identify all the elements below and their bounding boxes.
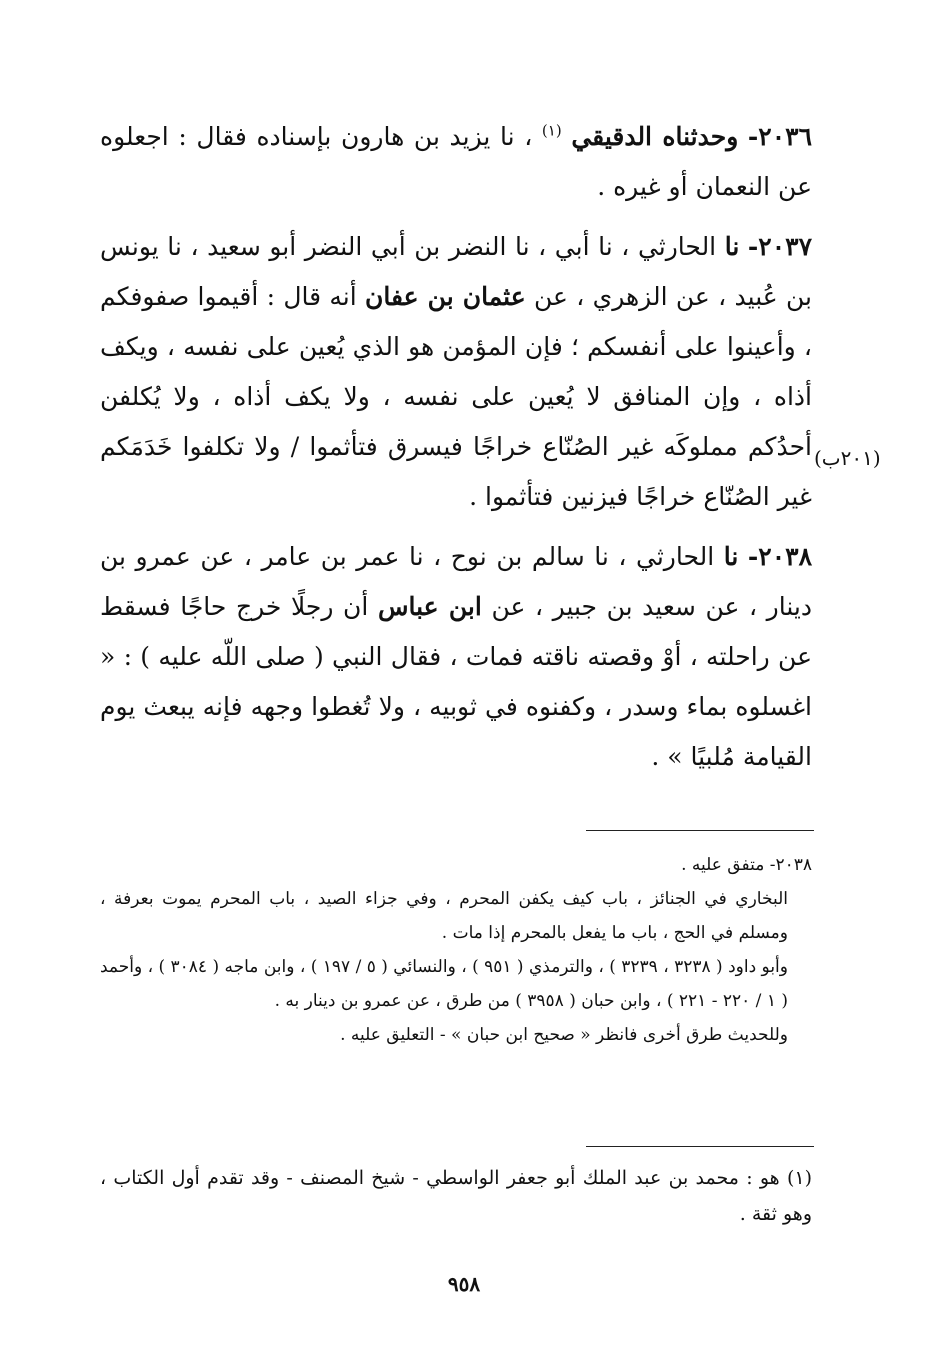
hadith-2037 <box>100 222 812 522</box>
footnote-marker: (١) <box>541 121 562 140</box>
hadith-text: ، نا يزيد بن هارون بإسناده فقال : اجعلوه عن النعمان أو غيره . <box>100 122 812 201</box>
hadith-opener: نا <box>724 232 740 261</box>
footnote-separator <box>586 1146 814 1147</box>
page-number: ٩٥٨ <box>447 1272 481 1296</box>
hadith-text-part-a: الحارثي ، نا أبي ، نا النضر بن أبي النضر أبو سعيد ، نا يونس بن عُبيد ، عن الزهري ، عن <box>100 232 812 311</box>
hadith-number: ٢٠٣٨- <box>747 542 812 571</box>
hadith-text-part-b: أن رجلًا خرج حاجًا فسقط عن راحلته ، أوْ وقصته ناقته فمات ، فقال النبي ( صلى اللّه عليه ) : « اغسلوه بماء وسدر ، وكفنوه في ثوبيه ، ولا تُغطوا وجهه فإنه يبعث يوم القيامة مُلبيًا » . <box>100 592 812 771</box>
footnote-text <box>100 1160 812 1232</box>
hadith-opener: نا <box>723 542 739 571</box>
footnote-mark: (١) <box>786 1167 812 1189</box>
takhrij-line: البخاري في الجنائز ، باب كيف يكفن المحرم ، وفي جزاء الصيد ، باب المحرم يموت بعرفة ، ومسلم في الحج ، باب ما يفعل بالمحرم إذا مات . <box>100 889 788 943</box>
narrator-name: ابن عباس <box>377 592 482 621</box>
hadith-number: ٢٠٣٧- <box>747 232 813 261</box>
hadith-text-part-a: الحارثي ، نا سالم بن نوح ، نا عمر بن عامر ، عن عمرو بن دينار ، عن سعيد بن جبير ، عن <box>100 542 813 621</box>
hadith-2036 <box>100 112 812 212</box>
takhrij-line: وأبو داود ( ٣٢٣٨ ، ٣٢٣٩ ) ، والترمذي ( ٩٥١ ) ، والنسائي ( ٥ / ١٩٧ ) ، وابن ماجه ( ٣٠٨٤ ) ، وأحمد ( ١ / ٢٢٠ - ٢٢١ ) ، وابن حبان ( ٣٩٥٨ ) من طرق ، عن عمرو بن دينار به . <box>100 957 788 1011</box>
hadith-number: ٢٠٣٦- <box>747 122 813 151</box>
main-text <box>100 112 812 792</box>
takhrij-heading: ٢٠٣٨- متفق عليه . <box>681 855 812 875</box>
hadith-2038 <box>100 532 812 782</box>
manuscript-folio-reference: (٢٠١ب) <box>814 446 881 470</box>
footnote <box>100 1160 812 1232</box>
takhrij-notes <box>100 848 812 1052</box>
takhrij-line: وللحديث طرق أخرى فانظر « صحيح ابن حبان » - التعليق عليه . <box>340 1025 788 1045</box>
narrator-name: عثمان بن عفان <box>365 282 526 311</box>
takhrij-separator <box>586 830 814 831</box>
footnote-body: هو : محمد بن عبد الملك أبو جعفر الواسطي - شيخ المصنف - وقد تقدم أول الكتاب ، وهو ثقة . <box>100 1167 812 1225</box>
hadith-text-part-b: أنه قال : أقيموا صفوفكم ، وأعينوا على أنفسكم ؛ فإن المؤمن هو الذي يُعين على نفسه ، ويكف أذاه ، وإن المنافق لا يُعين على نفسه ، ولا يكف أذاه ، ولا يُكلفن أحدُكم مملوكَه غير الصُنّاع خراجًا فيسرق فتأثموا / ولا تكلفوا خَدَمَكم غير الصُنّاع خراجًا فيزنين فتأثموا . <box>100 282 812 511</box>
hadith-opener: وحدثناه الدقيقي <box>571 122 739 151</box>
